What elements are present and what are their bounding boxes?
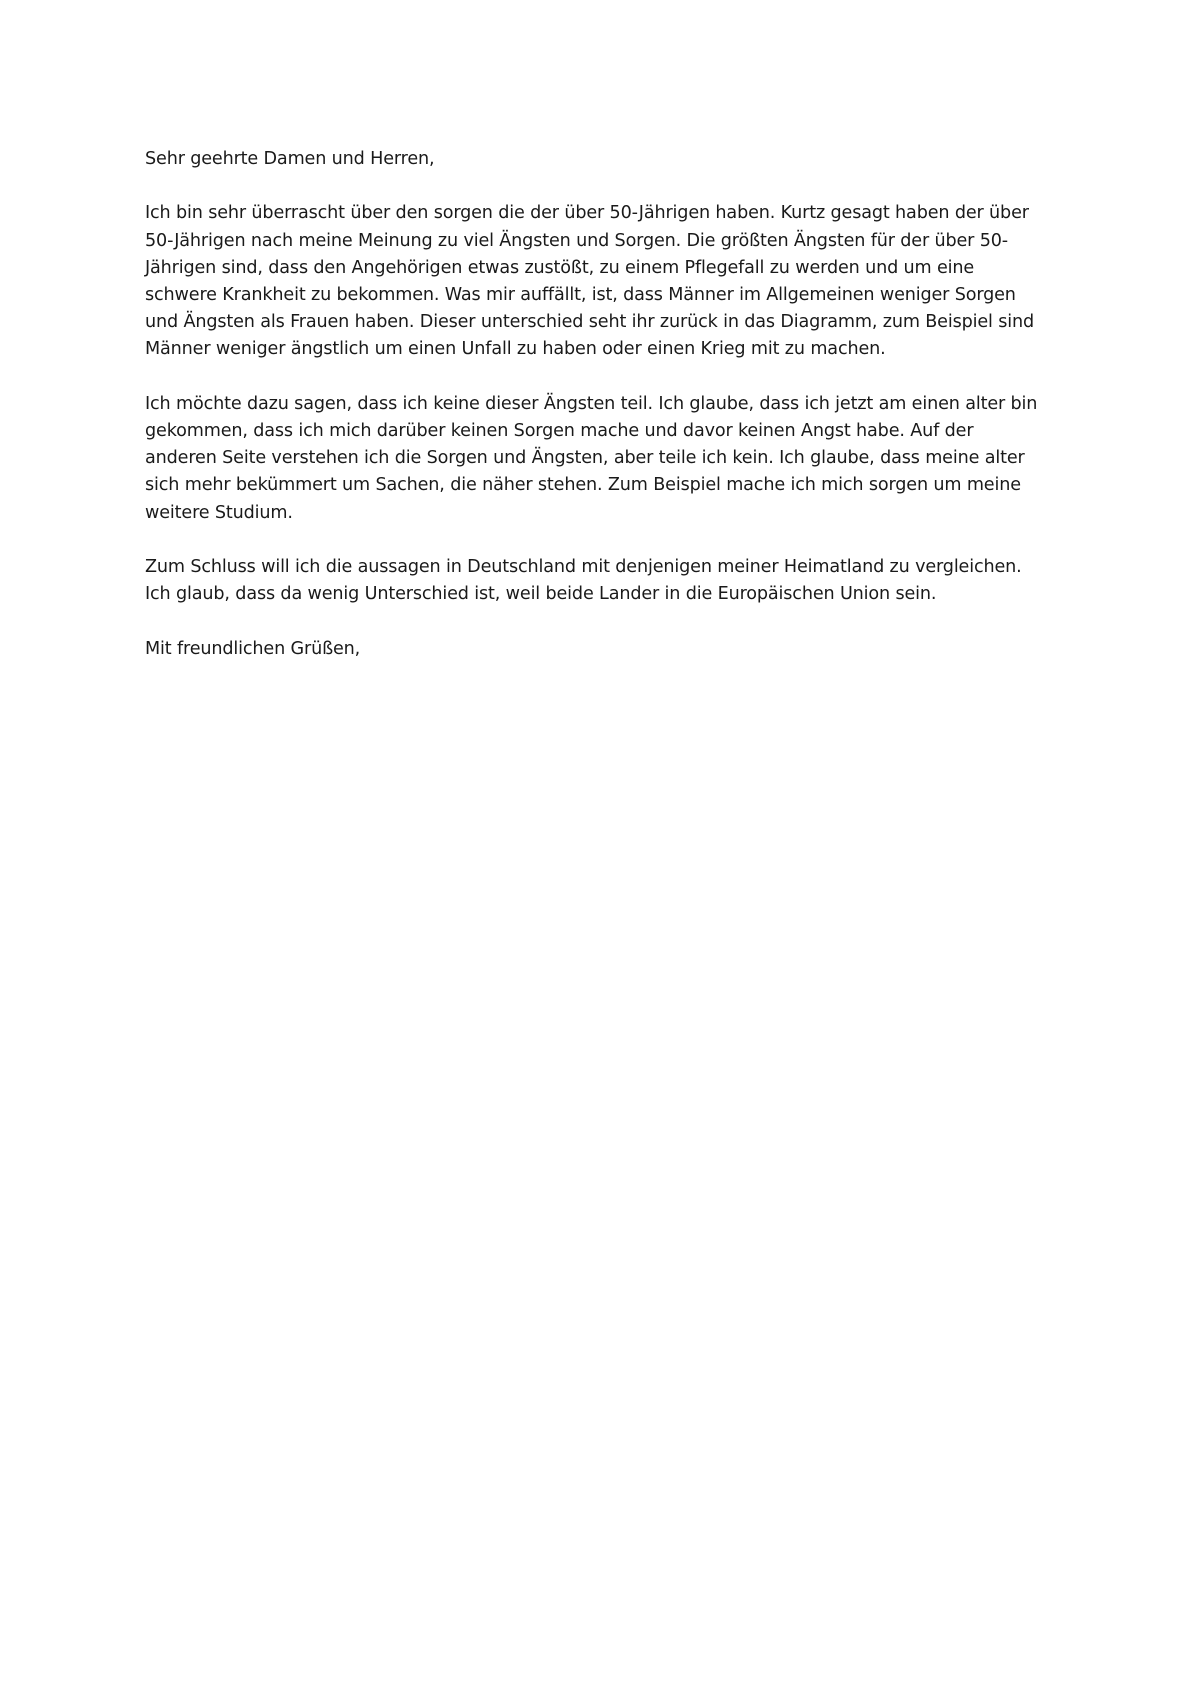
paragraph-3	[145, 554, 1070, 608]
paragraph-line: Ich möchte dazu sagen, dass ich keine dieser Ängsten teil. Ich glaube, dass ich jetzt am einen alter bin	[145, 393, 1038, 414]
paragraph-spacer	[145, 608, 1070, 635]
salutation: Sehr geehrte Damen und Herren,	[145, 149, 435, 169]
paragraph-spacer	[145, 173, 1070, 200]
paragraph-1	[145, 200, 1070, 363]
paragraph-line: gekommen, dass ich mich darüber keinen Sorgen mache und davor keinen Angst habe. Auf der	[145, 421, 974, 441]
letter-body	[145, 146, 1070, 663]
paragraph-line: Ich bin sehr überrascht über den sorgen die der über 50-Jährigen haben. Kurtz gesagt haben der über	[145, 203, 1029, 224]
paragraph-line: und Ängsten als Frauen haben. Dieser unterschied seht ihr zurück in das Diagramm, zum Beispiel sind	[145, 312, 1034, 333]
paragraph-2	[145, 391, 1070, 527]
paragraph-line: Ich glaub, dass da wenig Unterschied ist, weil beide Lander in die Europäischen Union sein.	[145, 584, 937, 605]
paragraph-line: sich mehr bekümmert um Sachen, die näher stehen. Zum Beispiel mache ich mich sorgen um meine	[145, 475, 1021, 496]
paragraph-line: schwere Krankheit zu bekommen. Was mir auffällt, ist, dass Männer im Allgemeinen weniger Sorgen	[145, 285, 1016, 305]
paragraph-line: weitere Studium.	[145, 502, 293, 523]
paragraph-line: Männer weniger ängstlich um einen Unfall zu haben oder einen Krieg mit zu machen.	[145, 339, 886, 360]
paragraph-line: anderen Seite verstehen ich die Sorgen und Ängsten, aber teile ich kein. Ich glaube, dass meine alter	[145, 448, 1025, 469]
paragraph-spacer	[145, 527, 1070, 554]
paragraph-spacer	[145, 364, 1070, 391]
paragraph-line: Zum Schluss will ich die aussagen in Deutschland mit denjenigen meiner Heimatland zu vergleichen.	[145, 557, 1022, 577]
paragraph-line: 50-Jährigen nach meine Meinung zu viel Ängsten und Sorgen. Die größten Ängsten für der über 50-	[145, 230, 1008, 251]
paragraph-line: Jährigen sind, dass den Angehörigen etwas zustößt, zu einem Pflegefall zu werden und um eine	[145, 257, 975, 278]
closing: Mit freundlichen Grüßen,	[145, 638, 361, 659]
